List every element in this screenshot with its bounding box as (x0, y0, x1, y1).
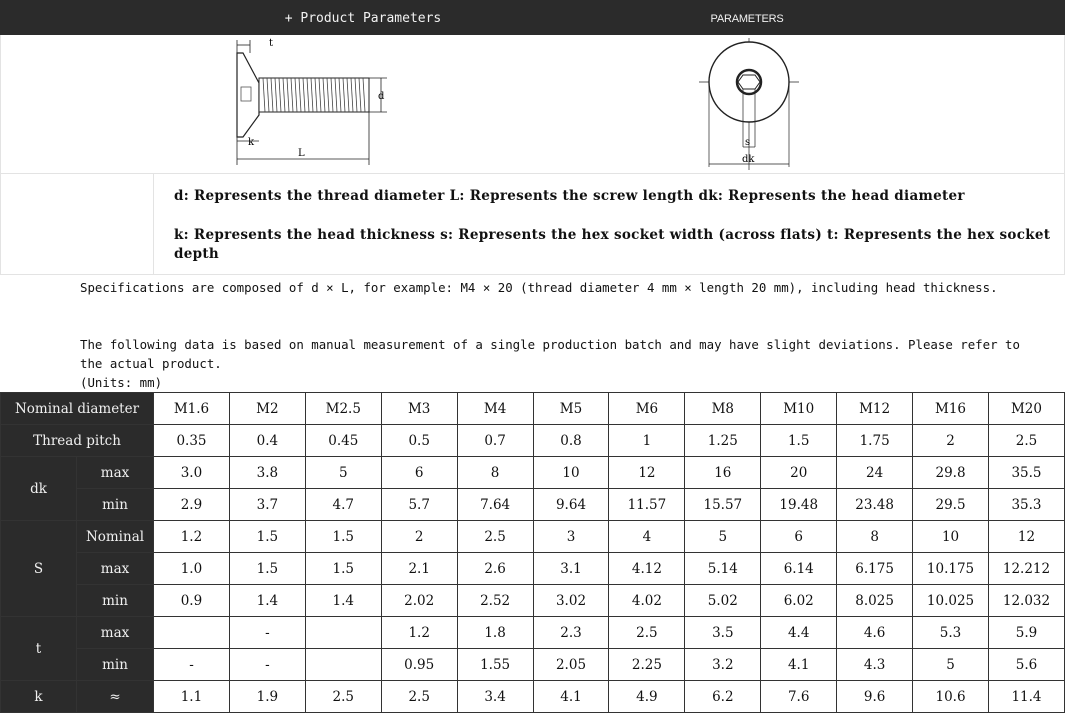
table-cell: 9.6 (837, 681, 913, 713)
table-cell: 1.5 (229, 521, 305, 553)
table-cell: 4.9 (609, 681, 685, 713)
spec-notes (0, 274, 1065, 392)
table-cell: - (229, 617, 305, 649)
row-s-min (1, 585, 1065, 617)
table-cell: 1.5 (229, 553, 305, 585)
table-cell: 4 (609, 521, 685, 553)
table-cell: 4.02 (609, 585, 685, 617)
table-cell: 1.55 (457, 649, 533, 681)
table-cell: 2.6 (457, 553, 533, 585)
thread-pitch-label: Thread pitch (1, 425, 154, 457)
table-cell: 6.14 (761, 553, 837, 585)
table-cell: 9.64 (533, 489, 609, 521)
table-cell: 7.6 (761, 681, 837, 713)
label-t: t (269, 38, 274, 49)
table-cell: 3.5 (685, 617, 761, 649)
table-cell: 2.5 (609, 617, 685, 649)
table-cell: 3.1 (533, 553, 609, 585)
header-bar (0, 0, 1065, 35)
table-cell: - (229, 649, 305, 681)
table-cell: 4.4 (761, 617, 837, 649)
table-cell: 0.4 (229, 425, 305, 457)
table-cell: 29.8 (913, 457, 989, 489)
table-cell: 6 (381, 457, 457, 489)
table-cell: 1 (609, 425, 685, 457)
table-cell (305, 617, 381, 649)
table-cell: 1.5 (305, 521, 381, 553)
table-cell: 12 (609, 457, 685, 489)
s-label: S (1, 521, 77, 617)
table-cell: 5 (913, 649, 989, 681)
table-cell: 0.8 (533, 425, 609, 457)
table-cell: 2.05 (533, 649, 609, 681)
table-cell: M2.5 (305, 393, 381, 425)
table-cell: 35.3 (988, 489, 1064, 521)
table-cell: 29.5 (913, 489, 989, 521)
table-cell: M3 (381, 393, 457, 425)
table-cell: 0.9 (154, 585, 230, 617)
table-cell: 2.52 (457, 585, 533, 617)
s-nominal-label: Nominal (77, 521, 154, 553)
table-cell: 2.5 (381, 681, 457, 713)
table-cell: M10 (761, 393, 837, 425)
table-cell: 24 (837, 457, 913, 489)
screw-side-view (221, 35, 421, 173)
table-cell: 6.02 (761, 585, 837, 617)
row-dk-max (1, 457, 1065, 489)
row-s-nominal (1, 521, 1065, 553)
table-cell: 1.8 (457, 617, 533, 649)
table-cell: 4.3 (837, 649, 913, 681)
label-L: L (298, 148, 305, 159)
row-thread-pitch (1, 425, 1065, 457)
table-cell: 0.35 (154, 425, 230, 457)
note-measurement: The following data is based on manual measurement of a single production batch and may have slight deviations. Please refer to the actual product. (80, 337, 1020, 371)
table-cell: 1.2 (154, 521, 230, 553)
note-spec-format: Specifications are composed of d × L, for example: M4 × 20 (thread diameter 4 mm × length 20 mm), including head thickness. (80, 280, 998, 295)
legend-line-1: d: Represents the thread diameter L: Represents the screw length dk: Represents the head diameter (174, 188, 965, 204)
k-label: k (1, 681, 77, 713)
screw-diagrams (0, 35, 1065, 173)
t-max-label: max (77, 617, 154, 649)
row-t-min (1, 649, 1065, 681)
symbol-legend (0, 173, 1065, 274)
table-cell: 2.5 (457, 521, 533, 553)
s-min-label: min (77, 585, 154, 617)
dk-min-label: min (77, 489, 154, 521)
table-cell: 2.25 (609, 649, 685, 681)
table-cell: 5.02 (685, 585, 761, 617)
table-cell: 4.1 (533, 681, 609, 713)
row-t-max (1, 617, 1065, 649)
table-cell: 19.48 (761, 489, 837, 521)
table-cell: 23.48 (837, 489, 913, 521)
table-cell: 0.95 (381, 649, 457, 681)
table-cell: M4 (457, 393, 533, 425)
table-cell: 1.1 (154, 681, 230, 713)
table-cell: 8.025 (837, 585, 913, 617)
table-cell: 20 (761, 457, 837, 489)
table-cell: 3.2 (685, 649, 761, 681)
table-cell: 5.9 (988, 617, 1064, 649)
table-cell: 10 (913, 521, 989, 553)
table-cell: M1.6 (154, 393, 230, 425)
table-cell: 1.25 (685, 425, 761, 457)
table-cell: 1.5 (761, 425, 837, 457)
dk-label: dk (1, 457, 77, 521)
table-cell: 5 (685, 521, 761, 553)
table-cell: 1.4 (305, 585, 381, 617)
table-cell: 3.02 (533, 585, 609, 617)
note-units: (Units: mm) (80, 375, 163, 390)
table-cell: 15.57 (685, 489, 761, 521)
row-s-max (1, 553, 1065, 585)
table-cell: 1.2 (381, 617, 457, 649)
table-cell: 6 (761, 521, 837, 553)
table-cell: 2 (913, 425, 989, 457)
screw-top-view (681, 35, 821, 173)
table-cell: 2.5 (988, 425, 1064, 457)
table-cell: M20 (988, 393, 1064, 425)
legend-line-2: k: Represents the head thickness s: Represents the hex socket width (across flats) t: Represents the hex socket depth (174, 227, 1051, 262)
table-cell: - (154, 649, 230, 681)
table-cell: 35.5 (988, 457, 1064, 489)
table-cell: 10 (533, 457, 609, 489)
table-cell: 7.64 (457, 489, 533, 521)
table-cell: 0.5 (381, 425, 457, 457)
t-label: t (1, 617, 77, 681)
table-cell: 1.4 (229, 585, 305, 617)
table-cell: 1.9 (229, 681, 305, 713)
table-cell: 2.9 (154, 489, 230, 521)
table-cell: 5.14 (685, 553, 761, 585)
table-cell: 2.1 (381, 553, 457, 585)
table-cell: 2.5 (305, 681, 381, 713)
table-cell: 5 (305, 457, 381, 489)
k-approx-label: ≈ (77, 681, 154, 713)
table-cell: 3.8 (229, 457, 305, 489)
nominal-diameter-label: Nominal diameter (1, 393, 154, 425)
table-cell: 3.4 (457, 681, 533, 713)
table-cell (305, 649, 381, 681)
table-cell: 5.3 (913, 617, 989, 649)
row-k-approx (1, 681, 1065, 713)
t-min-label: min (77, 649, 154, 681)
table-cell: 3 (533, 521, 609, 553)
table-cell: 5.7 (381, 489, 457, 521)
table-cell (154, 617, 230, 649)
spec-table (0, 392, 1065, 713)
table-cell: 2.02 (381, 585, 457, 617)
table-cell: M2 (229, 393, 305, 425)
row-nominal-diameter (1, 393, 1065, 425)
table-cell: 12 (988, 521, 1064, 553)
table-cell: 10.6 (913, 681, 989, 713)
table-cell: 8 (457, 457, 533, 489)
table-cell: 11.57 (609, 489, 685, 521)
label-k: k (248, 137, 255, 148)
table-cell: 8 (837, 521, 913, 553)
table-cell: 4.7 (305, 489, 381, 521)
table-cell: 2.3 (533, 617, 609, 649)
table-cell: 1.75 (837, 425, 913, 457)
table-cell: 4.6 (837, 617, 913, 649)
table-cell: 0.7 (457, 425, 533, 457)
label-s: s (745, 137, 751, 148)
table-cell: 3.0 (154, 457, 230, 489)
table-cell: 2 (381, 521, 457, 553)
table-cell: 1.5 (305, 553, 381, 585)
row-dk-min (1, 489, 1065, 521)
dk-max-label: max (77, 457, 154, 489)
table-cell: 5.6 (988, 649, 1064, 681)
table-cell: 6.175 (837, 553, 913, 585)
product-parameters-title: + Product Parameters (284, 11, 442, 26)
table-cell: M6 (609, 393, 685, 425)
table-cell: 4.12 (609, 553, 685, 585)
table-cell: 12.032 (988, 585, 1064, 617)
table-cell: 0.45 (305, 425, 381, 457)
table-cell: M8 (685, 393, 761, 425)
label-dk: dk (742, 154, 755, 165)
label-d: d (378, 91, 385, 102)
table-cell: 12.212 (988, 553, 1064, 585)
table-cell: 16 (685, 457, 761, 489)
parameters-title: PARAMETERS (710, 13, 784, 25)
table-cell: 10.025 (913, 585, 989, 617)
table-cell: 6.2 (685, 681, 761, 713)
table-cell: M12 (837, 393, 913, 425)
table-cell: M5 (533, 393, 609, 425)
legend-divider (153, 174, 154, 274)
table-cell: M16 (913, 393, 989, 425)
table-cell: 3.7 (229, 489, 305, 521)
table-cell: 10.175 (913, 553, 989, 585)
table-cell: 1.0 (154, 553, 230, 585)
table-cell: 4.1 (761, 649, 837, 681)
table-cell: 11.4 (988, 681, 1064, 713)
s-max-label: max (77, 553, 154, 585)
